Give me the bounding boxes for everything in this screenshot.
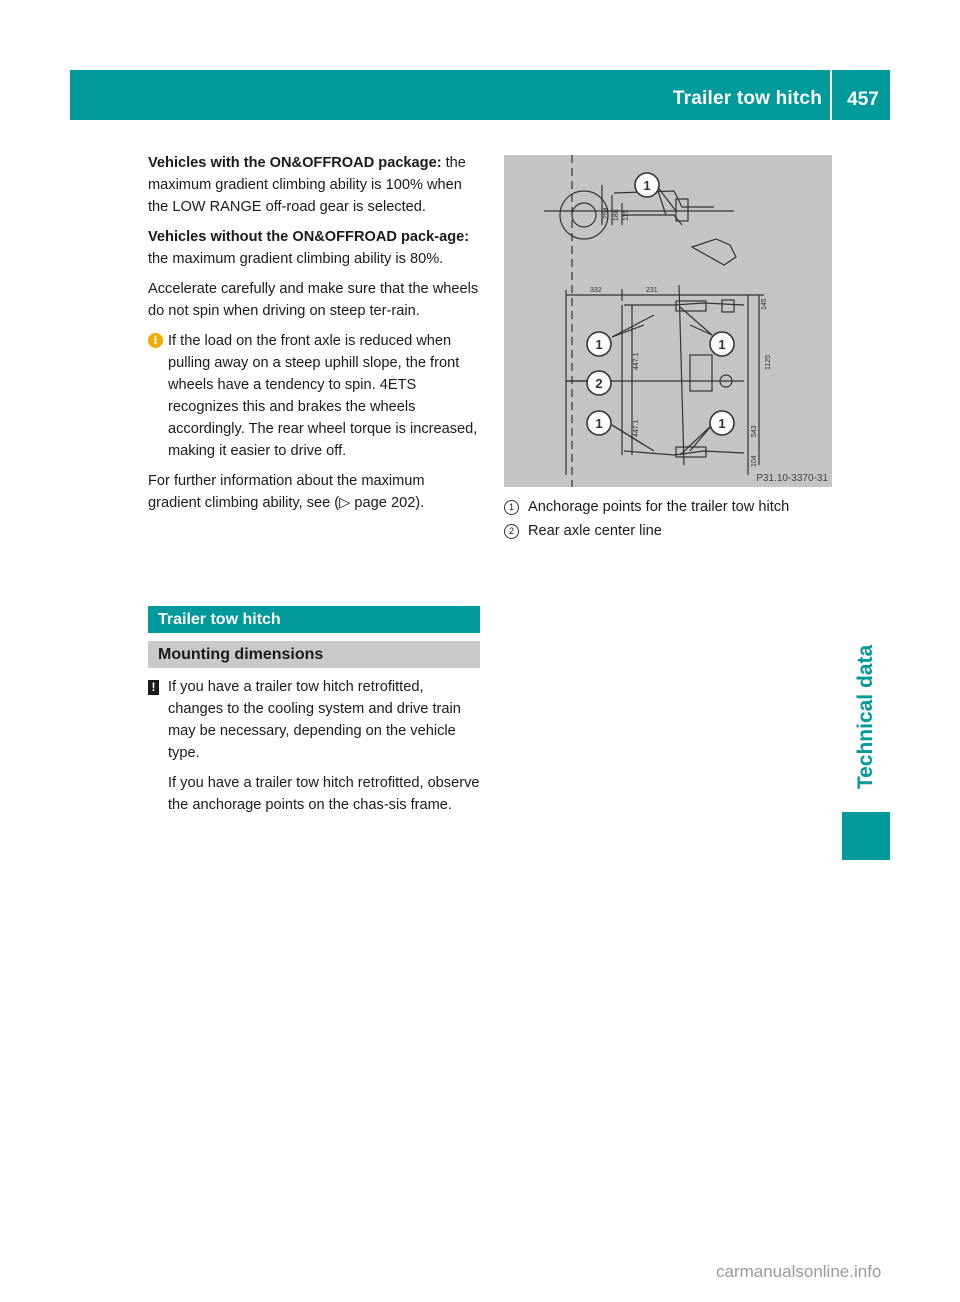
running-header-title: Trailer tow hitch — [672, 88, 822, 109]
subsection-heading: Mounting dimensions — [148, 641, 480, 668]
dimension-label: 447.1 — [633, 352, 640, 370]
mounting-diagram-svg — [504, 155, 832, 487]
watermark: carmanualsonline.info — [716, 1262, 882, 1281]
legend-item — [504, 496, 844, 518]
side-tab-label: Technical data — [854, 644, 877, 790]
callout-1-label: 1 — [718, 337, 726, 352]
info-icon: i — [148, 333, 163, 348]
paragraph-with-offroad — [148, 152, 480, 218]
dimension-label: 332 — [590, 287, 602, 294]
warning-note — [148, 676, 480, 816]
warning-block — [148, 676, 480, 824]
info-note — [148, 330, 480, 462]
warning-icon: ! — [148, 680, 159, 695]
dimension-label: 1125 — [765, 354, 772, 370]
figure-code: P31.10-3370-31 — [756, 473, 828, 484]
legend-number: 2 — [504, 524, 519, 539]
info-note-text: If the load on the front axle is reduced when pulling away on a steep uphill slope, the front wheels have a tendency to spin. 4ETS recognizes this and brakes the wheels accordingly. The rear wheel torque is increased, making it easier to drive off. — [168, 333, 478, 459]
paragraph-further-info: For further information about the maximum gradient climbing ability, see (▷ page 202). — [148, 473, 425, 511]
dimension-label: 231 — [646, 287, 658, 294]
left-column — [148, 152, 480, 522]
dimension-label: 115 — [623, 209, 630, 221]
legend-text: Rear axle center line — [528, 523, 662, 539]
dimension-label: 543 — [751, 425, 758, 437]
dimension-label: 188 — [613, 209, 620, 221]
warning-text-2: If you have a trailer tow hitch retrofitted, observe the anchorage points on the chas-sis frame. — [168, 775, 480, 813]
callout-1-label: 1 — [595, 416, 603, 431]
figure-legend — [504, 496, 844, 544]
section-heading: Trailer tow hitch — [148, 606, 480, 633]
warning-text: If you have a trailer tow hitch retrofitted, changes to the cooling system and drive train may be necessary, depending on the vehicle type. — [168, 679, 461, 761]
paragraph-accelerate: Accelerate carefully and make sure that the wheels do not spin when driving on steep ter-rain. — [148, 281, 479, 319]
dimension-label: 104 — [751, 455, 758, 467]
paragraph-text: the maximum gradient climbing ability is 80%. — [148, 251, 444, 267]
header-divider — [830, 70, 832, 120]
dimension-label: 254 — [603, 207, 610, 219]
callout-1-label: 1 — [595, 337, 603, 352]
paragraph-text: the maximum gradient climbing ability is 100% when the LOW RANGE off-road gear is selected. — [148, 155, 466, 215]
callout-1-label: 1 — [643, 178, 651, 193]
mounting-diagram — [504, 155, 832, 487]
page-number: 457 — [847, 89, 879, 110]
side-tab-marker — [842, 812, 890, 860]
paragraph-heading: Vehicles without the ON&OFFROAD pack-age: — [148, 229, 470, 245]
legend-number: 1 — [504, 500, 519, 515]
callout-2-label: 2 — [595, 376, 603, 391]
legend-text: Anchorage points for the trailer tow hitch — [528, 499, 790, 515]
dimension-label: 145 — [761, 298, 768, 310]
callout-1-label: 1 — [718, 416, 726, 431]
legend-item — [504, 520, 844, 542]
paragraph-without-offroad — [148, 226, 480, 270]
dimension-label: 447.1 — [633, 419, 640, 437]
paragraph-heading: Vehicles with the ON&OFFROAD package: — [148, 155, 442, 171]
